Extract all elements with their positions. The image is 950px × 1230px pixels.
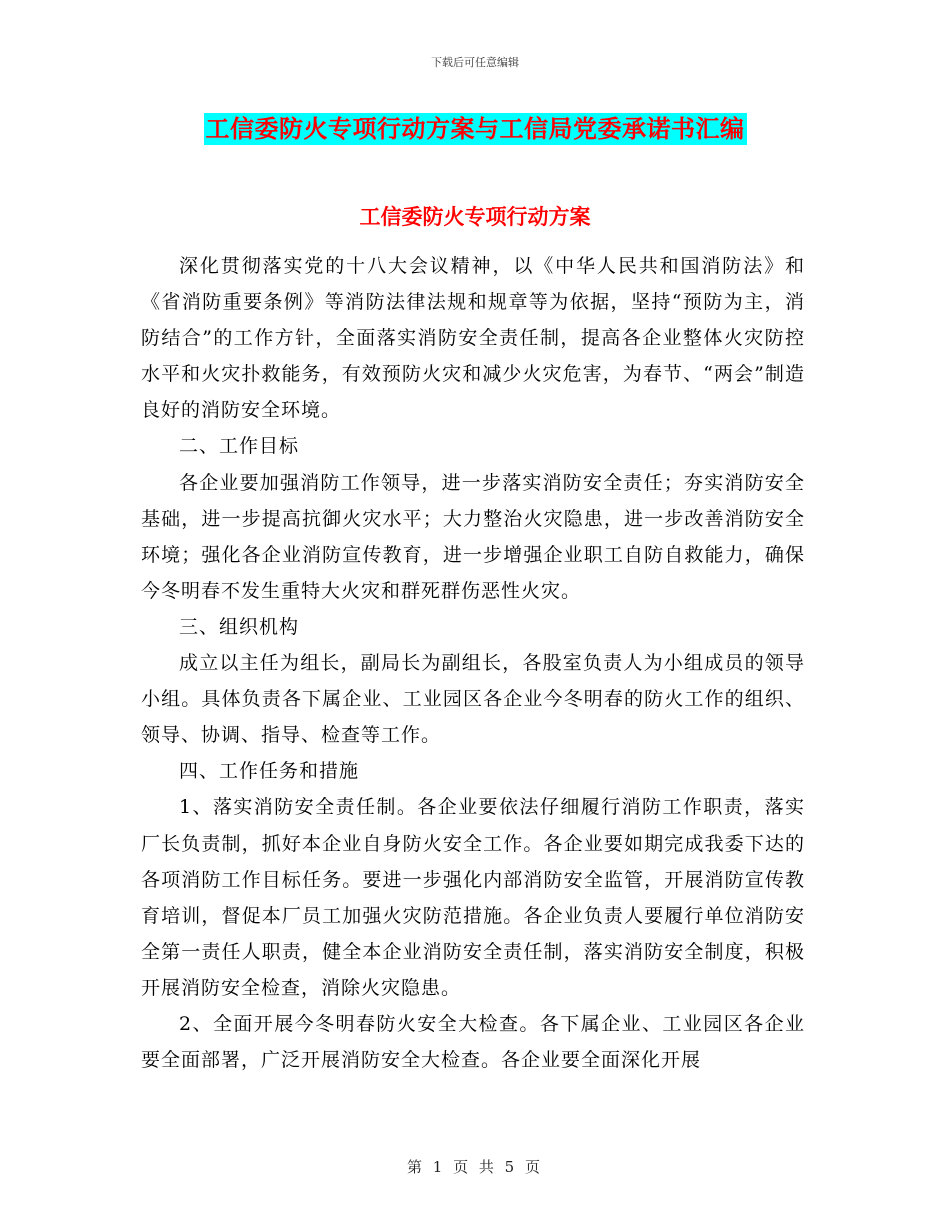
paragraph-organization: 成立以主任为组长，副局长为副组长，各股室负责人为小组成员的领导小组。具体负责各下属企业、工业园区各企业今冬明春的防火工作的组织、领导、协调、指导、检查等工作。 [141, 652, 805, 747]
header-note: 下载后可任意编辑 [431, 56, 519, 69]
main-title-container [0, 113, 950, 145]
paragraph-task-1: 1、落实消防安全责任制。各企业要依法仔细履行消防工作职责，落实厂长负责制，抓好本企业自身防火安全工作。各企业要如期完成我委下达的各项消防工作目标任务。要进一步强化内部消防安全监管，开展消防宣传教育培训，督促本厂员工加强火灾防范措施。各企业负责人要履行单位消防安全第一责任人职责，健全本企业消防安全责任制，落实消防安全制度，积极开展消防安全检查，消除火灾隐患。 [141, 796, 805, 999]
page-number: 第 1 页 共 5 页 [407, 1158, 543, 1176]
heading-tasks-measures: 四、工作任务和措施 [179, 760, 360, 783]
main-title: 工信委防火专项行动方案与工信局党委承诺书汇编 [205, 114, 745, 143]
paragraph-intro: 深化贯彻落实党的十八大会议精神，以《中华人民共和国消防法》和《省消防重要条例》等消防法律法规和规章等为依据，坚持“预防为主，消防结合”的工作方针，全面落实消防安全责任制，提高各企业整体火灾防控水平和火灾扑救能务，有效预防火灾和减少火灾危害，为春节、“两会”制造良好的消防安全环境。 [141, 255, 805, 422]
document-body [141, 248, 805, 1078]
section-title: 工信委防火专项行动方案 [359, 204, 591, 229]
paragraph-task-2: 2、全面开展今冬明春防火安全大检查。各下属企业、工业园区各企业要全面部署，广泛开展消防安全大检查。各企业要全面深化开展 [141, 1012, 805, 1072]
heading-work-goal: 二、工作目标 [179, 435, 300, 458]
heading-organization: 三、组织机构 [179, 615, 300, 638]
paragraph-work-goal: 各企业要加强消防工作领导，进一步落实消防安全责任；夯实消防安全基础，进一步提高抗御火灾水平；大力整治火灾隐患，进一步改善消防安全环境；强化各企业消防宣传教育，进一步增强企业职工自防自救能力，确保今冬明春不发生重特大火灾和群死群伤恶性火灾。 [141, 471, 805, 602]
